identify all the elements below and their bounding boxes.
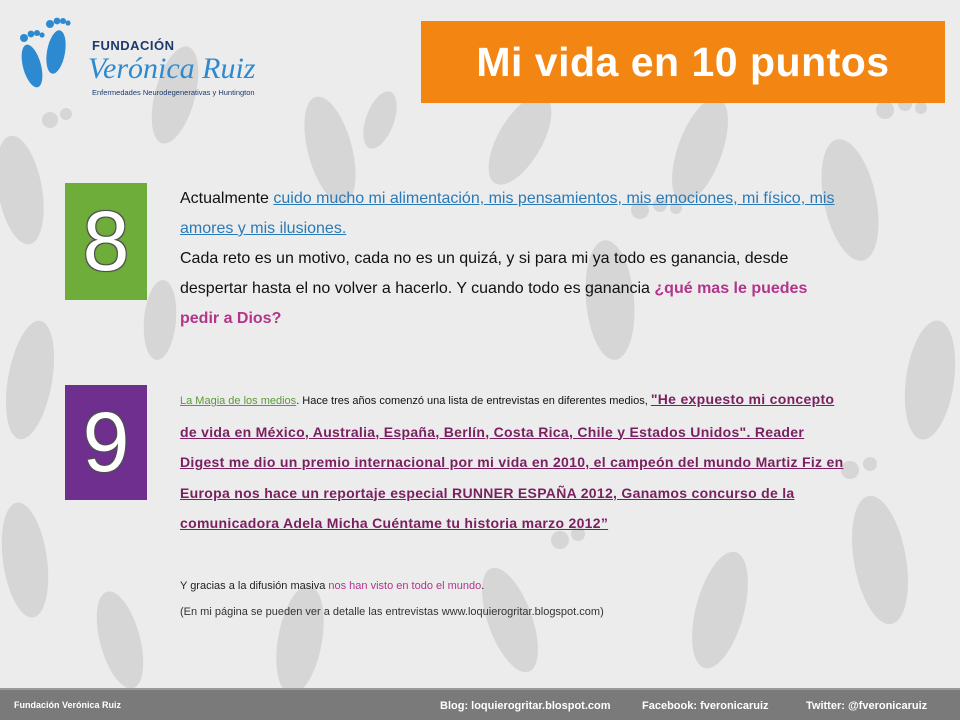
point-8-text <box>180 184 850 334</box>
footer-org: Fundación Verónica Ruiz <box>14 700 122 710</box>
point-9-text <box>180 384 850 539</box>
title-banner <box>421 21 945 103</box>
logo-subtitle: Enfermedades Neurodegenerativas y Huntington <box>92 88 255 97</box>
diffusion-suffix: . <box>481 580 485 592</box>
footer-twitter[interactable]: Twitter: @fveronicaruiz <box>806 700 928 712</box>
diffusion-highlight: nos han visto en todo el mundo <box>328 580 482 592</box>
footer-facebook[interactable]: Facebook: fveronicaruiz <box>642 700 769 712</box>
diffusion-line <box>180 580 484 592</box>
logo-org-text: FUNDACIÓN <box>92 38 175 53</box>
interviews-note: (En mi página se pueden ver a detalle las entrevistas www.loquierogritar.blogspot.com) <box>180 606 604 618</box>
diffusion-prefix: Y gracias a la difusión masiva <box>180 580 329 592</box>
footprints-logo-icon <box>14 14 78 104</box>
point-number-9 <box>65 385 147 500</box>
footer-blog[interactable]: Blog: loquierogritar.blospot.com <box>440 700 611 712</box>
logo-name-text: Verónica Ruiz <box>88 52 256 85</box>
logo <box>14 14 304 104</box>
point-8-intro: Actualmente <box>180 190 274 207</box>
point-number-8 <box>65 183 147 300</box>
point-9-text-intro: . Hace tres años comenzó una lista de entrevistas en diferentes medios, <box>296 395 651 407</box>
footer-bar <box>0 690 960 720</box>
point-number-label: 8 <box>82 194 130 288</box>
interviews-quote-link[interactable]: "He expuesto mi concepto de vida en México, Australia, España, Berlín, Costa Rica, Chile y Estados Unidos". Reader Digest me dio un premio internacional por mi vida en 2010, el campeón del mundo Martiz Fiz en Europa nos hace un reportaje especial RUNNER ESPAÑA 2012, Ganamos concurso de la comunicadora Adela Micha Cuéntame tu historia marzo 2012” <box>180 391 844 531</box>
page-title: Mi vida en 10 puntos <box>476 38 890 85</box>
point-number-label: 9 <box>82 395 130 489</box>
point-8-question: ¿qué mas le puedes pedir a Dios? <box>180 280 808 327</box>
point-8-link[interactable]: cuido mucho mi alimentación, mis pensamientos, mis emociones, mi físico, mis amores y mis ilusiones. <box>180 190 835 237</box>
magia-medios-link[interactable]: La Magia de los medios <box>180 395 297 407</box>
point-8-body: Cada reto es un motivo, cada no es un quizá, y si para mi ya todo es ganancia, desde despertar hasta el no volver a hacerlo. Y cuando todo es ganancia <box>180 250 789 297</box>
